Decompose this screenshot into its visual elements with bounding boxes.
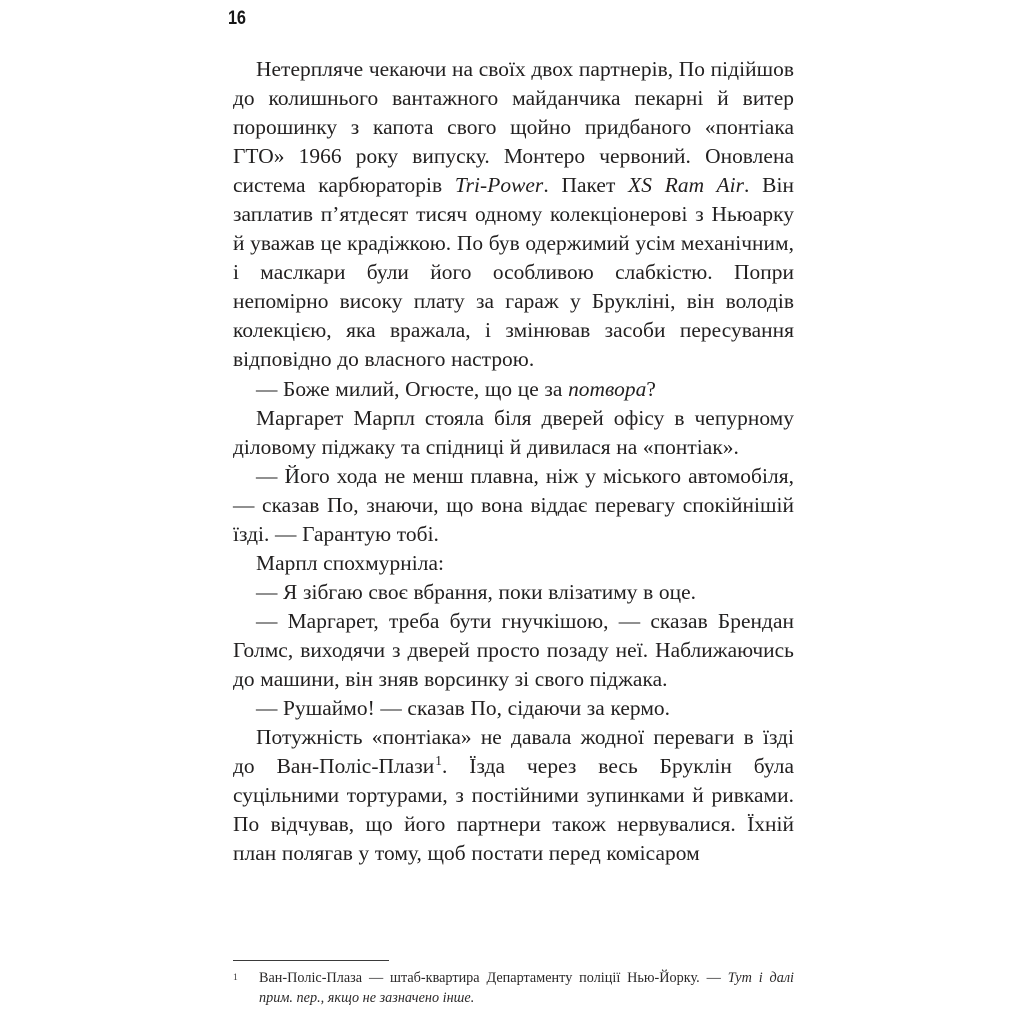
- page-number: 16: [228, 8, 246, 29]
- text-run: Маргарет Марпл стояла біля дверей офісу в чепурному діловому піджаку та спідниці й дивилася на «понтіак».: [233, 405, 794, 459]
- italic-run: Tri-Power: [454, 173, 544, 198]
- italic-run: XS Ram Air: [628, 173, 744, 198]
- paragraph-narrative: [233, 723, 794, 868]
- paragraph-narrative: [233, 55, 794, 375]
- text-run: . Він заплатив п’ятдесят тисяч одному колекціонерові з Ньюарку й уважав це крадіжкою. По був одержимий усім механічним, і маслкари були його особливою слабкістю. Попри непомірно високу плату за гараж у Брукліні, він володів колекцією, яка вражала, і змінював засоби пересування відповідно до власного настрою.: [233, 173, 794, 372]
- paragraph-dialogue: [233, 375, 794, 404]
- paragraph-narrative: [233, 404, 794, 462]
- text-run: — Маргарет, треба бути гнучкішою, — сказав Брендан Голмс, виходячи з дверей просто позаду неї. Наближаючись до машини, він зняв ворсинку зі свого піджака.: [233, 608, 794, 691]
- italic-run: потвора: [568, 376, 647, 401]
- footnote-reference[interactable]: 1: [435, 753, 442, 768]
- text-run: — Боже милий, Огюсте, що це за: [256, 376, 569, 401]
- text-run: Ван-Поліс-Плаза — штаб-квартира Департаменту поліції Нью-Йорку. —: [259, 970, 728, 986]
- footnote-area: [233, 960, 794, 1008]
- footnote-marker: 1: [233, 973, 238, 983]
- paragraph-narrative: [233, 549, 794, 578]
- paragraph-dialogue: [233, 607, 794, 694]
- text-run: — Рушаймо! — сказав По, сідаючи за кермо.: [256, 696, 671, 721]
- footnote-entry: [233, 969, 794, 1008]
- paragraph-dialogue: [233, 462, 794, 549]
- italic-run: Тут і далі прим. пер., якщо не зазначено інше.: [259, 970, 795, 1006]
- paragraph-dialogue: [233, 694, 794, 723]
- footnote-separator-rule: [233, 960, 389, 961]
- text-run: Нетерпляче чекаючи на своїх двох партнерів, По підійшов до колишнього вантажного майданчика пекарні й витер порошинку з капота свого щойно придбаного «понтіака ГТО» 1966 року випуску. Монтеро червоний. Оновлена система карбюраторів: [233, 57, 794, 198]
- text-run: — Його хода не менш плавна, ніж у міського автомобіля, — сказав По, знаючи, що вона віддає перевагу спокійнішій їзді. — Гарантую тобі.: [233, 463, 794, 546]
- text-run: ?: [646, 376, 656, 401]
- text-run: . Пакет: [543, 173, 629, 198]
- footnote-text: [259, 970, 794, 1006]
- text-run: Марпл спохмурніла:: [256, 550, 445, 575]
- text-run: Потужність «понтіака» не давала жодної переваги в їзді до Ван-Поліс-Плази: [233, 725, 794, 779]
- text-run: . Їзда через весь Бруклін була суцільними тортурами, з постійними зупинками й ривками. По відчував, що його партнери також нервувалися. Їхній план полягав у тому, щоб постати перед комісаром: [233, 754, 794, 866]
- text-run: — Я зібгаю своє вбрання, поки влізатиму в оце.: [256, 579, 697, 604]
- body-text-column: [233, 55, 794, 868]
- paragraph-dialogue: [233, 578, 794, 607]
